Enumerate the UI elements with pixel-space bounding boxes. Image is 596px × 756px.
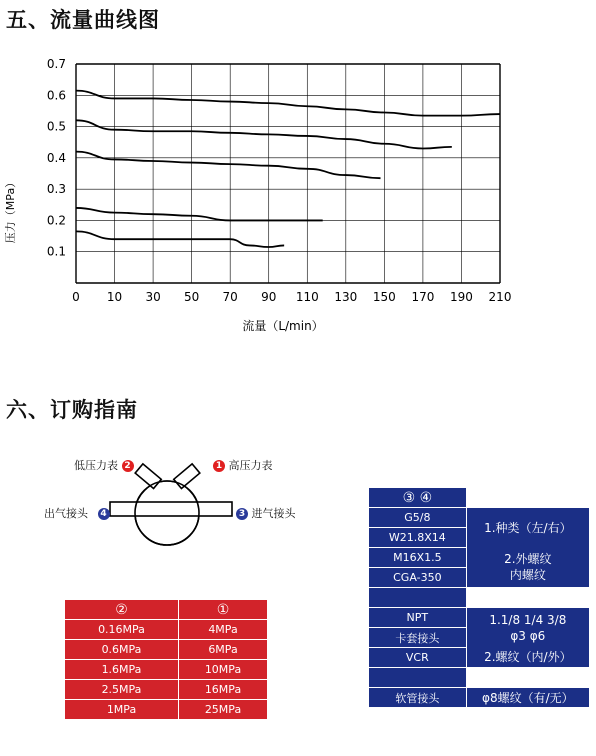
x-tick-label: 170: [411, 290, 435, 304]
x-tick-label: 70: [222, 290, 238, 304]
low-pressure-gauge-label: 低压力表 2: [74, 457, 134, 473]
series-line-4: [76, 208, 323, 221]
y-tick-label: 0.1: [46, 244, 66, 259]
y-tick-label: 0.5: [46, 119, 66, 134]
connector-options-table: ③ ④ G5/8 1.种类（左/右） W21.8X14 M16X1.5 2.外螺纹 内螺纹 CGA-350 NPT 1.1/8 1/4 3/8 φ3 φ6 卡套接头 VCR 2.螺纹（内/外） 软管接头 φ8螺纹（有/无）: [368, 487, 590, 708]
y-tick-label: 0.6: [46, 88, 66, 103]
outlet-connector-label: 出气接头 4: [44, 505, 110, 521]
x-tick-label: 30: [145, 290, 161, 304]
y-tick-label: 0.2: [46, 213, 66, 228]
x-tick-label: 90: [261, 290, 277, 304]
chart-series: [76, 91, 500, 247]
y-axis-label: 压力（MPa）: [4, 176, 17, 244]
x-axis-label: 流量（L/min）: [242, 319, 324, 333]
y-tick-labels: [47, 57, 66, 259]
gauge-range-table: ② ① 0.16MPa 4MPa 0.6MPa 6MPa 1.6MPa 10MPa 2.5MPa 16MPa 1MPa 25MPa: [64, 599, 268, 720]
x-tick-label: 210: [488, 290, 512, 304]
x-tick-label: 150: [372, 290, 396, 304]
series-line-1: [76, 91, 500, 116]
badge-1: 1: [213, 460, 225, 472]
flow-curve-chart: [0, 50, 596, 350]
series-line-5: [76, 231, 284, 247]
badge-3: 3: [236, 508, 248, 520]
chart-grid: [76, 64, 500, 283]
series-line-3: [76, 152, 381, 179]
y-tick-label: 0.7: [46, 57, 66, 71]
x-tick-label: 0: [72, 290, 80, 304]
x-tick-label: 190: [450, 290, 473, 304]
y-tick-label: 0.4: [46, 150, 66, 165]
x-tick-label: 50: [183, 290, 200, 304]
inlet-connector-label: 3 进气接头: [236, 505, 296, 521]
y-tick-label: 0.3: [46, 182, 66, 197]
section-title-ordering-guide: 六、订购指南: [6, 398, 138, 422]
series-line-2: [76, 120, 452, 148]
badge-4: 4: [98, 508, 110, 520]
regulator-diagram: [0, 440, 330, 560]
high-pressure-gauge-label: 1 高压力表: [213, 457, 273, 473]
x-tick-label: 110: [295, 290, 319, 304]
x-tick-label: 10: [106, 290, 123, 304]
section-title-flow-curve: 五、流量曲线图: [6, 8, 160, 32]
badge-2: 2: [122, 460, 134, 472]
x-tick-label: 130: [334, 290, 358, 304]
x-tick-labels: [72, 290, 511, 304]
